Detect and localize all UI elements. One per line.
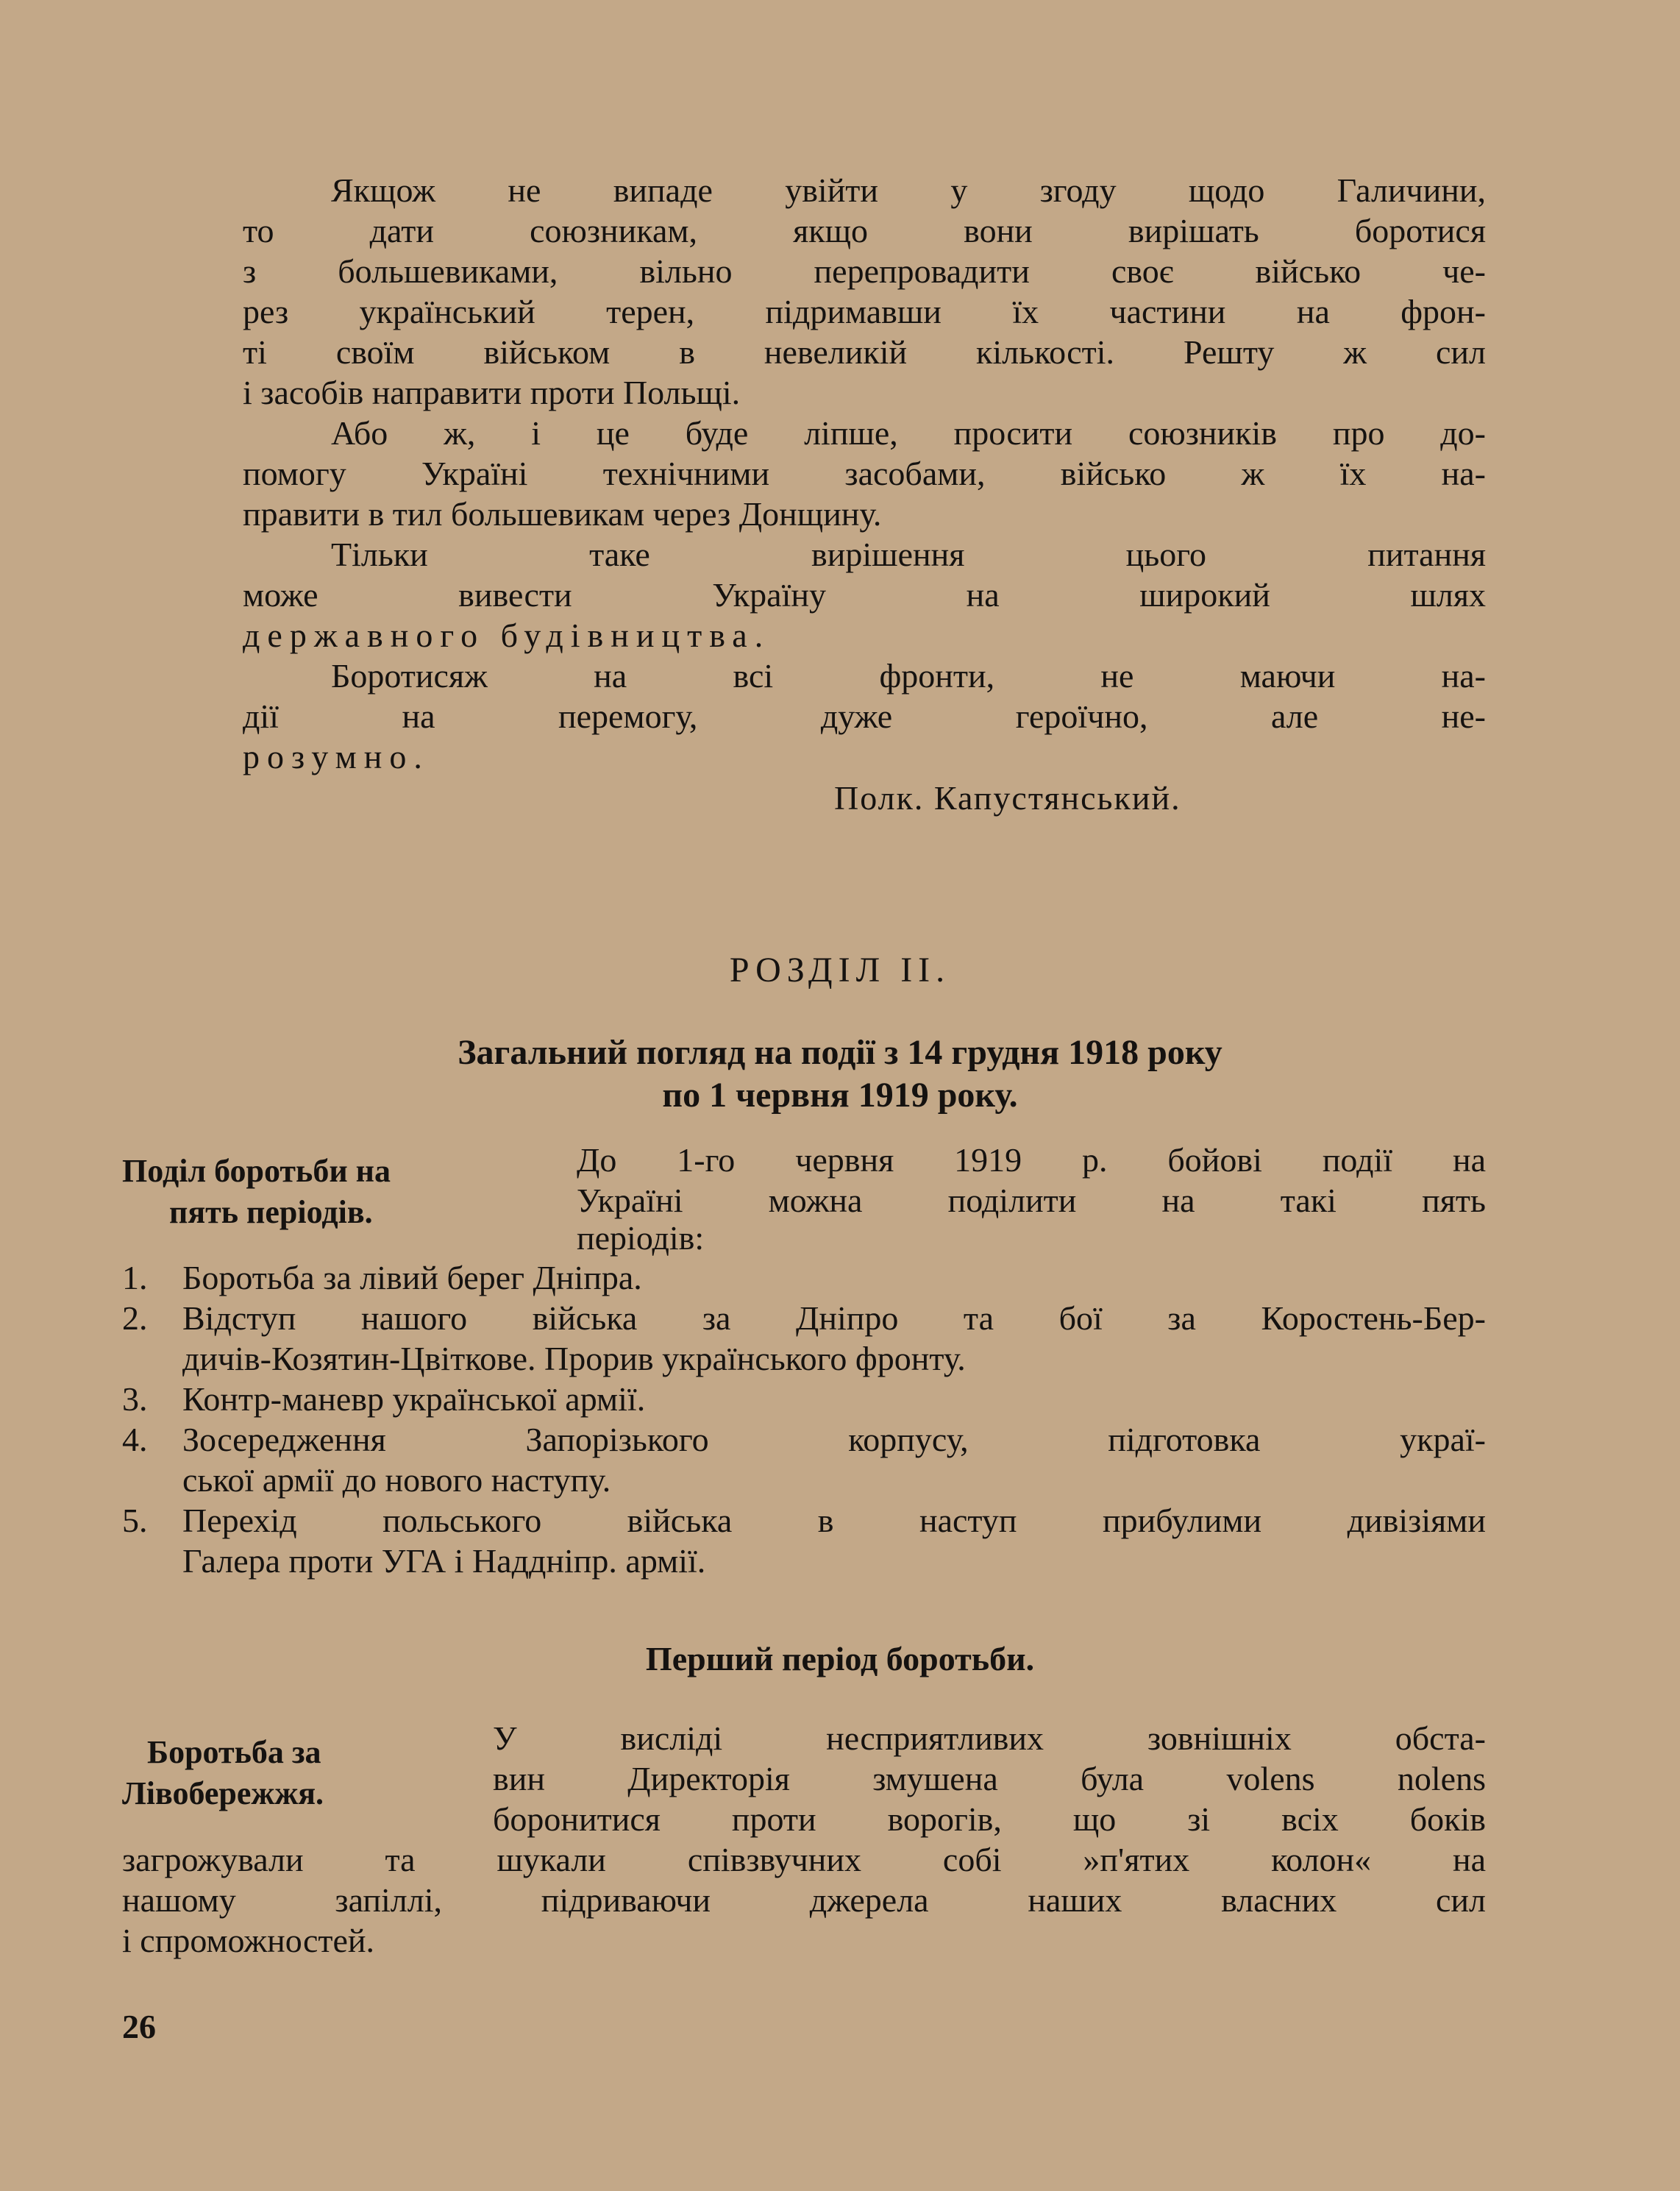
intro-line-1: Якщож не випаде увійти у згоду щодо Галичини, [331, 171, 1486, 209]
periods-text-line-3: періодів: [577, 1219, 705, 1257]
intro-line-3: з большевиками, вільно перепровадити своє військо че- [243, 252, 1486, 290]
intro-line-5: ті своїм військом в невеликій кількості. Решту ж сил [243, 333, 1486, 371]
intro-line-7: Або ж, і це буде ліпше, просити союзників про до- [331, 414, 1486, 452]
list-number: 3. [122, 1380, 148, 1418]
first-period-line-2: вин Директорія змушена була volens nolens [493, 1760, 1486, 1797]
first-period-line-6: і спроможностей. [122, 1922, 375, 1959]
list-item-2-line-2: дичів-Козятин-Цвіткове. Прорив українського фронту. [182, 1340, 966, 1377]
first-period-line-4: загрожували та шукали співзвучних собі »п'ятих колон« на [122, 1841, 1486, 1878]
intro-line-15: розумно. [243, 738, 430, 775]
list-item-4-line-2: ської армії до нового наступу. [182, 1461, 611, 1499]
chapter-subtitle-line-2: по 1 червня 1919 року. [662, 1076, 1018, 1115]
chapter-subtitle-line-1: Загальний погляд на події з 14 грудня 1918 року [458, 1033, 1222, 1072]
intro-line-14: дії на перемогу, дуже героїчно, але не- [243, 697, 1486, 735]
intro-line-12: державного будівництва. [243, 617, 771, 654]
first-period-heading: Перший період боротьби. [645, 1640, 1035, 1677]
intro-line-11: може вивести Україну на широкий шлях [243, 576, 1486, 614]
first-period-line-5: нашому запіллі, підриваючи джерела наших власних сил [122, 1881, 1486, 1919]
signature: Полк. Капустянський. [834, 779, 1181, 817]
list-number: 4. [122, 1421, 148, 1458]
first-period-line-3: боронитися проти ворогів, що зі всіх боків [493, 1800, 1486, 1838]
intro-line-6: і засобів направити проти Польщі. [243, 374, 741, 411]
intro-line-2: то дати союзникам, якщо вони вирішать боротися [243, 212, 1486, 249]
intro-line-4: рез український терен, підримавши їх частини на фрон- [243, 293, 1486, 330]
sidenote-periods-line-2: пять періодів. [169, 1194, 373, 1230]
chapter-title: РОЗДІЛ II. [729, 951, 951, 990]
list-number: 1. [122, 1259, 148, 1296]
list-number: 2. [122, 1299, 148, 1337]
list-item-5-line-2: Галера проти УГА і Наддніпр. армії. [182, 1542, 706, 1580]
periods-text-line-1: До 1-го червня 1919 р. бойові події на [577, 1141, 1486, 1179]
list-number: 5. [122, 1502, 148, 1539]
page-number: 26 [122, 2008, 156, 2045]
first-period-line-1: У висліді несприятливих зовнішніх обста- [493, 1719, 1486, 1757]
intro-line-10: Тільки таке вирішення цього питання [331, 536, 1486, 573]
intro-line-8: помогу Україні технічними засобами, військо ж їх на- [243, 455, 1486, 492]
list-item-1-line-1: Боротьба за лівий берег Дніпра. [182, 1259, 642, 1296]
list-item-2-line-1: Відступ нашого війська за Дніпро та бої за Коростень-Бер- [182, 1299, 1486, 1337]
list-item-5-line-1: Перехід польського війська в наступ прибулими дивізіями [182, 1502, 1486, 1539]
list-item-3-line-1: Контр-маневр української армії. [182, 1380, 646, 1418]
intro-line-9: правити в тил большевикам через Донщину. [243, 495, 882, 533]
sidenote-leftbank-line-1: Боротьба за [147, 1734, 321, 1770]
periods-text-line-2: Україні можна поділити на такі пять [577, 1182, 1486, 1219]
intro-line-13: Боротисяж на всі фронти, не маючи на- [331, 657, 1486, 695]
sidenote-leftbank-line-2: Лівобережжя. [122, 1775, 324, 1811]
sidenote-periods-line-1: Поділ боротьби на [122, 1153, 391, 1189]
list-item-4-line-1: Зосередження Запорізького корпусу, підготовка украї- [182, 1421, 1486, 1458]
